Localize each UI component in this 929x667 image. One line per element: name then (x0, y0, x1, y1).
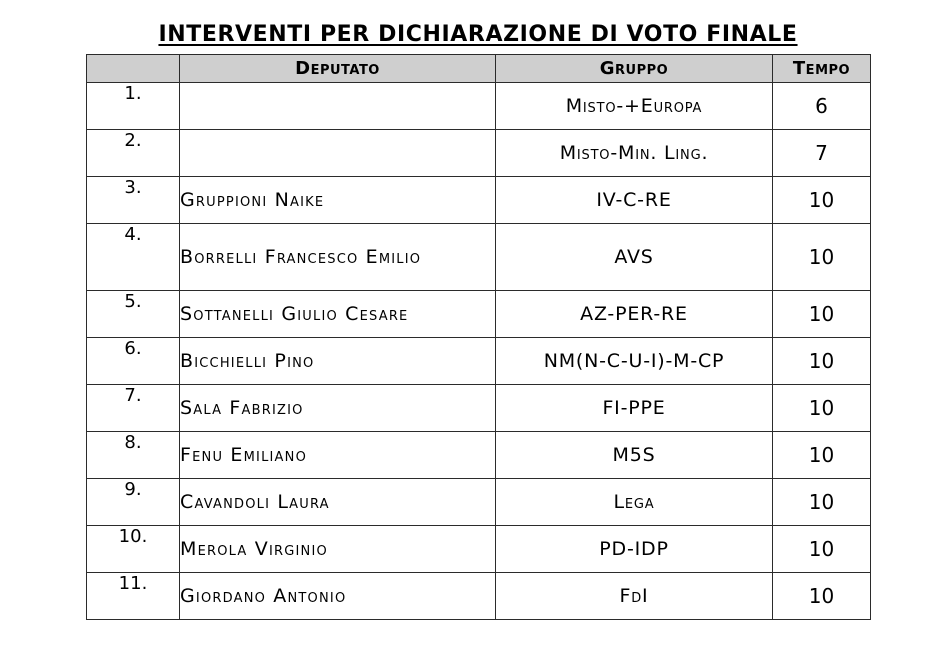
row-deputato: Fenu Emiliano (180, 432, 496, 479)
header-deputato: Deputato (180, 55, 496, 83)
row-gruppo: AVS (496, 224, 773, 291)
row-deputato: Gruppioni Naike (180, 177, 496, 224)
table-row (87, 479, 871, 526)
row-tempo: 10 (773, 177, 871, 224)
row-gruppo: IV-C-RE (496, 177, 773, 224)
row-number: 10. (87, 526, 180, 573)
row-number: 11. (87, 573, 180, 620)
header-gruppo: Gruppo (496, 55, 773, 83)
row-number: 5. (87, 291, 180, 338)
row-tempo: 10 (773, 526, 871, 573)
table-row (87, 291, 871, 338)
row-gruppo: AZ-PER-RE (496, 291, 773, 338)
row-tempo: 10 (773, 338, 871, 385)
row-tempo: 10 (773, 224, 871, 291)
table-row (87, 432, 871, 479)
row-number: 1. (87, 83, 180, 130)
row-deputato: Cavandoli Laura (180, 479, 496, 526)
row-number: 8. (87, 432, 180, 479)
row-deputato (180, 130, 496, 177)
row-deputato: Merola Virginio (180, 526, 496, 573)
row-deputato: Borrelli Francesco Emilio (180, 224, 496, 291)
table-row (87, 338, 871, 385)
table-row (87, 573, 871, 620)
header-tempo: Tempo (773, 55, 871, 83)
row-tempo: 10 (773, 573, 871, 620)
row-number: 9. (87, 479, 180, 526)
speakers-table (86, 54, 871, 620)
table-header-row (87, 55, 871, 83)
header-number (87, 55, 180, 83)
table-row (87, 385, 871, 432)
row-gruppo: PD-IDP (496, 526, 773, 573)
row-number: 6. (87, 338, 180, 385)
table-row (87, 177, 871, 224)
row-tempo: 10 (773, 291, 871, 338)
row-deputato: Giordano Antonio (180, 573, 496, 620)
table-row (87, 130, 871, 177)
row-number: 3. (87, 177, 180, 224)
row-gruppo: M5S (496, 432, 773, 479)
table-row (87, 224, 871, 291)
row-gruppo: NM(N-C-U-I)-M-CP (496, 338, 773, 385)
table-row (87, 83, 871, 130)
row-tempo: 7 (773, 130, 871, 177)
row-deputato: Sala Fabrizio (180, 385, 496, 432)
row-gruppo: Misto-Min. Ling. (496, 130, 773, 177)
row-deputato (180, 83, 496, 130)
row-number: 7. (87, 385, 180, 432)
row-gruppo: Misto-+Europa (496, 83, 773, 130)
row-tempo: 10 (773, 385, 871, 432)
row-number: 2. (87, 130, 180, 177)
row-tempo: 6 (773, 83, 871, 130)
table-row (87, 526, 871, 573)
row-gruppo: FdI (496, 573, 773, 620)
row-number: 4. (87, 224, 180, 291)
document-title: INTERVENTI PER DICHIARAZIONE DI VOTO FINALE (158, 22, 798, 47)
row-deputato: Sottanelli Giulio Cesare (180, 291, 496, 338)
row-gruppo: Lega (496, 479, 773, 526)
row-tempo: 10 (773, 432, 871, 479)
row-tempo: 10 (773, 479, 871, 526)
row-gruppo: FI-PPE (496, 385, 773, 432)
row-deputato: Bicchielli Pino (180, 338, 496, 385)
